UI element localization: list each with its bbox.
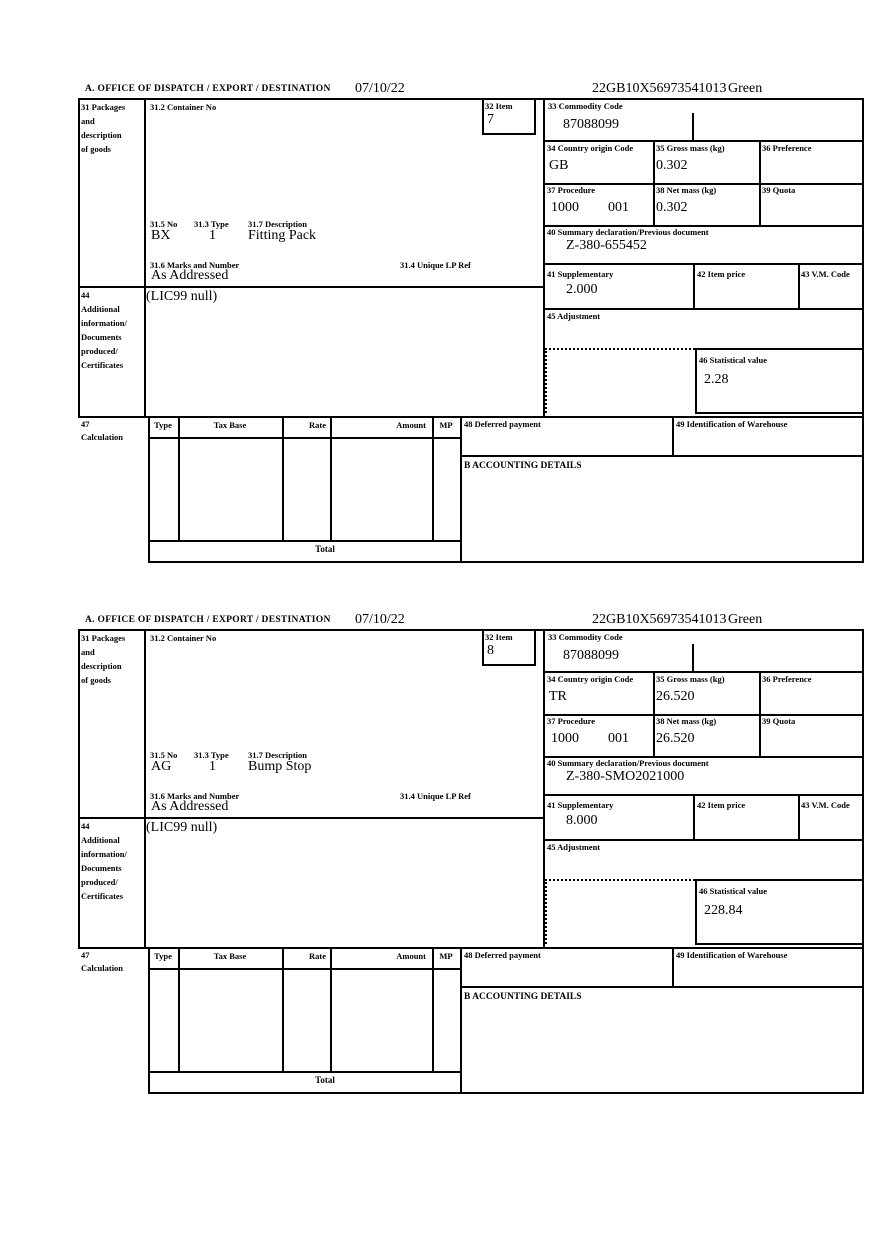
summary-declaration-label: 40 Summary declaration/Previous document [547, 758, 709, 768]
border-line [78, 286, 545, 288]
border-line [482, 133, 536, 135]
border-line [148, 1071, 462, 1073]
statistical-value: 228.84 [704, 903, 743, 918]
packages-label-line: of goods [81, 675, 111, 685]
col-header-mp: MP [439, 951, 453, 961]
deferred-payment-label: 48 Deferred payment [464, 419, 541, 429]
border-line [482, 629, 484, 666]
statistical-value-label: 46 Statistical value [699, 886, 767, 896]
border-line [432, 416, 434, 540]
border-line [695, 879, 864, 881]
border-line [482, 664, 536, 666]
routing-status: Green [728, 612, 763, 627]
marks-numbers-label: 31.6 Marks and Number [150, 791, 240, 801]
border-line [672, 416, 674, 455]
col-header-tax-base: Tax Base [213, 951, 247, 961]
country-origin-value: TR [549, 689, 567, 704]
container-no-label: 31.2 Container No [150, 102, 217, 112]
packages-label-line: 31 Packages [81, 102, 126, 112]
accounting-details-label: B ACCOUNTING DETAILS [464, 461, 582, 471]
border-line [543, 839, 864, 841]
border-line [693, 263, 695, 308]
country-origin-value: GB [549, 158, 569, 173]
procedure-extension-value: 001 [608, 200, 629, 215]
dispatch-date: 07/10/22 [355, 81, 405, 96]
warehouse-id-label: 49 Identification of Warehouse [676, 419, 788, 429]
goods-description-value: Bump Stop [248, 759, 312, 774]
net-mass-label: 38 Net mass (kg) [656, 185, 717, 195]
office-of-dispatch-label: A. OFFICE OF DISPATCH / EXPORT / DESTINATION [85, 615, 331, 625]
packages-label-line: description [81, 661, 122, 671]
accounting-details-label: B ACCOUNTING DETAILS [464, 992, 582, 1002]
statistical-value-label: 46 Statistical value [699, 355, 767, 365]
border-line [543, 140, 864, 142]
marks-numbers-label: 31.6 Marks and Number [150, 260, 240, 270]
calculation-label-no: 47 [81, 419, 90, 429]
col-header-type: Type [154, 420, 172, 430]
border-line [798, 794, 800, 839]
commodity-code-divider [692, 644, 694, 671]
border-line [695, 412, 864, 414]
summary-declaration-label: 40 Summary declaration/Previous document [547, 227, 709, 237]
commodity-code-value: 87088099 [563, 117, 619, 132]
procedure-value: 1000 [551, 200, 579, 215]
border-line [482, 98, 484, 135]
border-line [78, 98, 80, 418]
gross-mass-value: 0.302 [656, 158, 688, 173]
packages-label-line: description [81, 130, 122, 140]
col-header-type: Type [154, 951, 172, 961]
border-line [178, 416, 180, 540]
item-label: 32 Item [485, 632, 513, 642]
border-line [543, 671, 864, 673]
additional-information-value: (LIC99 null) [146, 289, 218, 304]
dotted-line [545, 879, 547, 944]
supplementary-units-value: 8.000 [566, 813, 598, 828]
border-line [144, 98, 146, 418]
packages-type-value: 1 [209, 228, 216, 243]
quota-label: 39 Quota [762, 716, 796, 726]
border-line [330, 947, 332, 1071]
border-line [178, 947, 180, 1071]
border-line [78, 629, 80, 949]
country-origin-label: 34 Country origin Code [547, 143, 634, 153]
commodity-code-divider [692, 113, 694, 140]
border-line [148, 540, 462, 542]
item-price-label: 42 Item price [697, 269, 746, 279]
mrn-number: 22GB10X56973541013 [592, 81, 727, 96]
unique-lp-ref-label: 31.4 Unique LP Ref [400, 260, 471, 270]
border-line [653, 140, 655, 225]
border-line [78, 98, 864, 100]
border-line [282, 416, 284, 540]
marks-numbers-value: As Addressed [151, 268, 229, 283]
col-header-amount: Amount [396, 420, 426, 430]
net-mass-value: 26.520 [656, 731, 695, 746]
vm-code-label: 43 V.M. Code [801, 800, 850, 810]
goods-description-value: Fitting Pack [248, 228, 317, 243]
declaration-item-section-2 [78, 611, 864, 1097]
description-label: 31.7 Description [248, 750, 308, 760]
packages-label-line: 31 Packages [81, 633, 126, 643]
warehouse-id-label: 49 Identification of Warehouse [676, 950, 788, 960]
additional-info-label-line: Certificates [81, 891, 124, 901]
border-line [282, 947, 284, 1071]
col-header-rate: Rate [309, 951, 326, 961]
deferred-payment-label: 48 Deferred payment [464, 950, 541, 960]
supplementary-units-value: 2.000 [566, 282, 598, 297]
dotted-line [545, 348, 695, 350]
adjustment-label: 45 Adjustment [547, 311, 601, 321]
item-number-value: 8 [487, 643, 494, 658]
border-line [759, 140, 761, 225]
border-line [460, 455, 864, 457]
dotted-line [545, 348, 547, 413]
mrn-number: 22GB10X56973541013 [592, 612, 727, 627]
additional-info-label-line: Additional [81, 304, 120, 314]
commodity-code-label: 33 Commodity Code [548, 632, 623, 642]
border-line [148, 968, 462, 970]
packages-type-label: 31.3 Type [194, 750, 229, 760]
border-line [695, 348, 864, 350]
supplementary-label: 41 Supplementary [547, 800, 614, 810]
total-label: Total [315, 1075, 335, 1085]
col-header-amount: Amount [396, 951, 426, 961]
unique-lp-ref-label: 31.4 Unique LP Ref [400, 791, 471, 801]
country-origin-label: 34 Country origin Code [547, 674, 634, 684]
col-header-mp: MP [439, 420, 453, 430]
supplementary-label: 41 Supplementary [547, 269, 614, 279]
packages-label-line: of goods [81, 144, 111, 154]
border-line [144, 629, 146, 949]
preference-label: 36 Preference [762, 143, 812, 153]
border-line [543, 263, 864, 265]
border-line [695, 943, 864, 945]
packages-no-value: AG [151, 759, 172, 774]
border-line [460, 986, 864, 988]
border-line [798, 263, 800, 308]
statistical-value: 2.28 [704, 372, 729, 387]
packages-type-value: 1 [209, 759, 216, 774]
description-label: 31.7 Description [248, 219, 308, 229]
office-of-dispatch-label: A. OFFICE OF DISPATCH / EXPORT / DESTINATION [85, 84, 331, 94]
additional-info-label-line: Documents [81, 863, 122, 873]
additional-info-label-line: produced/ [81, 346, 118, 356]
border-line [543, 794, 864, 796]
border-line [460, 947, 462, 1094]
additional-info-label-line: Certificates [81, 360, 124, 370]
border-line [695, 879, 697, 943]
net-mass-value: 0.302 [656, 200, 688, 215]
additional-information-value: (LIC99 null) [146, 820, 218, 835]
procedure-label: 37 Procedure [547, 185, 596, 195]
border-line [78, 817, 545, 819]
col-header-tax-base: Tax Base [213, 420, 247, 430]
border-line [653, 671, 655, 756]
gross-mass-value: 26.520 [656, 689, 695, 704]
total-label: Total [315, 544, 335, 554]
additional-info-label-line: Documents [81, 332, 122, 342]
item-label: 32 Item [485, 101, 513, 111]
additional-info-label-line: produced/ [81, 877, 118, 887]
previous-document-value: Z-380-SMO2021000 [566, 769, 685, 784]
border-line [148, 1092, 864, 1094]
border-line [534, 98, 536, 135]
routing-status: Green [728, 81, 763, 96]
border-line [148, 561, 864, 563]
border-line [148, 416, 150, 563]
packages-no-label: 31.5 No [150, 750, 178, 760]
border-line [862, 629, 864, 1094]
vm-code-label: 43 V.M. Code [801, 269, 850, 279]
border-line [78, 629, 864, 631]
gross-mass-label: 35 Gross mass (kg) [656, 143, 725, 153]
border-line [695, 348, 697, 412]
border-line [148, 437, 462, 439]
border-line [693, 794, 695, 839]
border-line [432, 947, 434, 1071]
procedure-label: 37 Procedure [547, 716, 596, 726]
border-line [672, 947, 674, 986]
additional-info-label-line: 44 [81, 290, 90, 300]
border-line [543, 308, 864, 310]
col-header-rate: Rate [309, 420, 326, 430]
procedure-value: 1000 [551, 731, 579, 746]
packages-label-line: and [81, 647, 95, 657]
gross-mass-label: 35 Gross mass (kg) [656, 674, 725, 684]
dispatch-date: 07/10/22 [355, 612, 405, 627]
border-line [759, 671, 761, 756]
commodity-code-value: 87088099 [563, 648, 619, 663]
item-price-label: 42 Item price [697, 800, 746, 810]
previous-document-value: Z-380-655452 [566, 238, 647, 253]
additional-info-label-line: 44 [81, 821, 90, 831]
calculation-label-word: Calculation [81, 432, 124, 442]
additional-info-label-line: information/ [81, 849, 127, 859]
item-number-value: 7 [487, 112, 494, 127]
packages-no-label: 31.5 No [150, 219, 178, 229]
procedure-extension-value: 001 [608, 731, 629, 746]
border-line [534, 629, 536, 666]
border-line [460, 416, 462, 563]
container-no-label: 31.2 Container No [150, 633, 217, 643]
packages-type-label: 31.3 Type [194, 219, 229, 229]
preference-label: 36 Preference [762, 674, 812, 684]
marks-numbers-value: As Addressed [151, 799, 229, 814]
declaration-item-section-1 [78, 80, 864, 566]
dotted-line [545, 879, 695, 881]
net-mass-label: 38 Net mass (kg) [656, 716, 717, 726]
border-line [862, 98, 864, 563]
adjustment-label: 45 Adjustment [547, 842, 601, 852]
calculation-label-no: 47 [81, 950, 90, 960]
border-line [78, 947, 864, 949]
quota-label: 39 Quota [762, 185, 796, 195]
border-line [330, 416, 332, 540]
additional-info-label-line: information/ [81, 318, 127, 328]
border-line [78, 416, 864, 418]
border-line [148, 947, 150, 1094]
additional-info-label-line: Additional [81, 835, 120, 845]
packages-label-line: and [81, 116, 95, 126]
calculation-label-word: Calculation [81, 963, 124, 973]
packages-no-value: BX [151, 228, 171, 243]
commodity-code-label: 33 Commodity Code [548, 101, 623, 111]
